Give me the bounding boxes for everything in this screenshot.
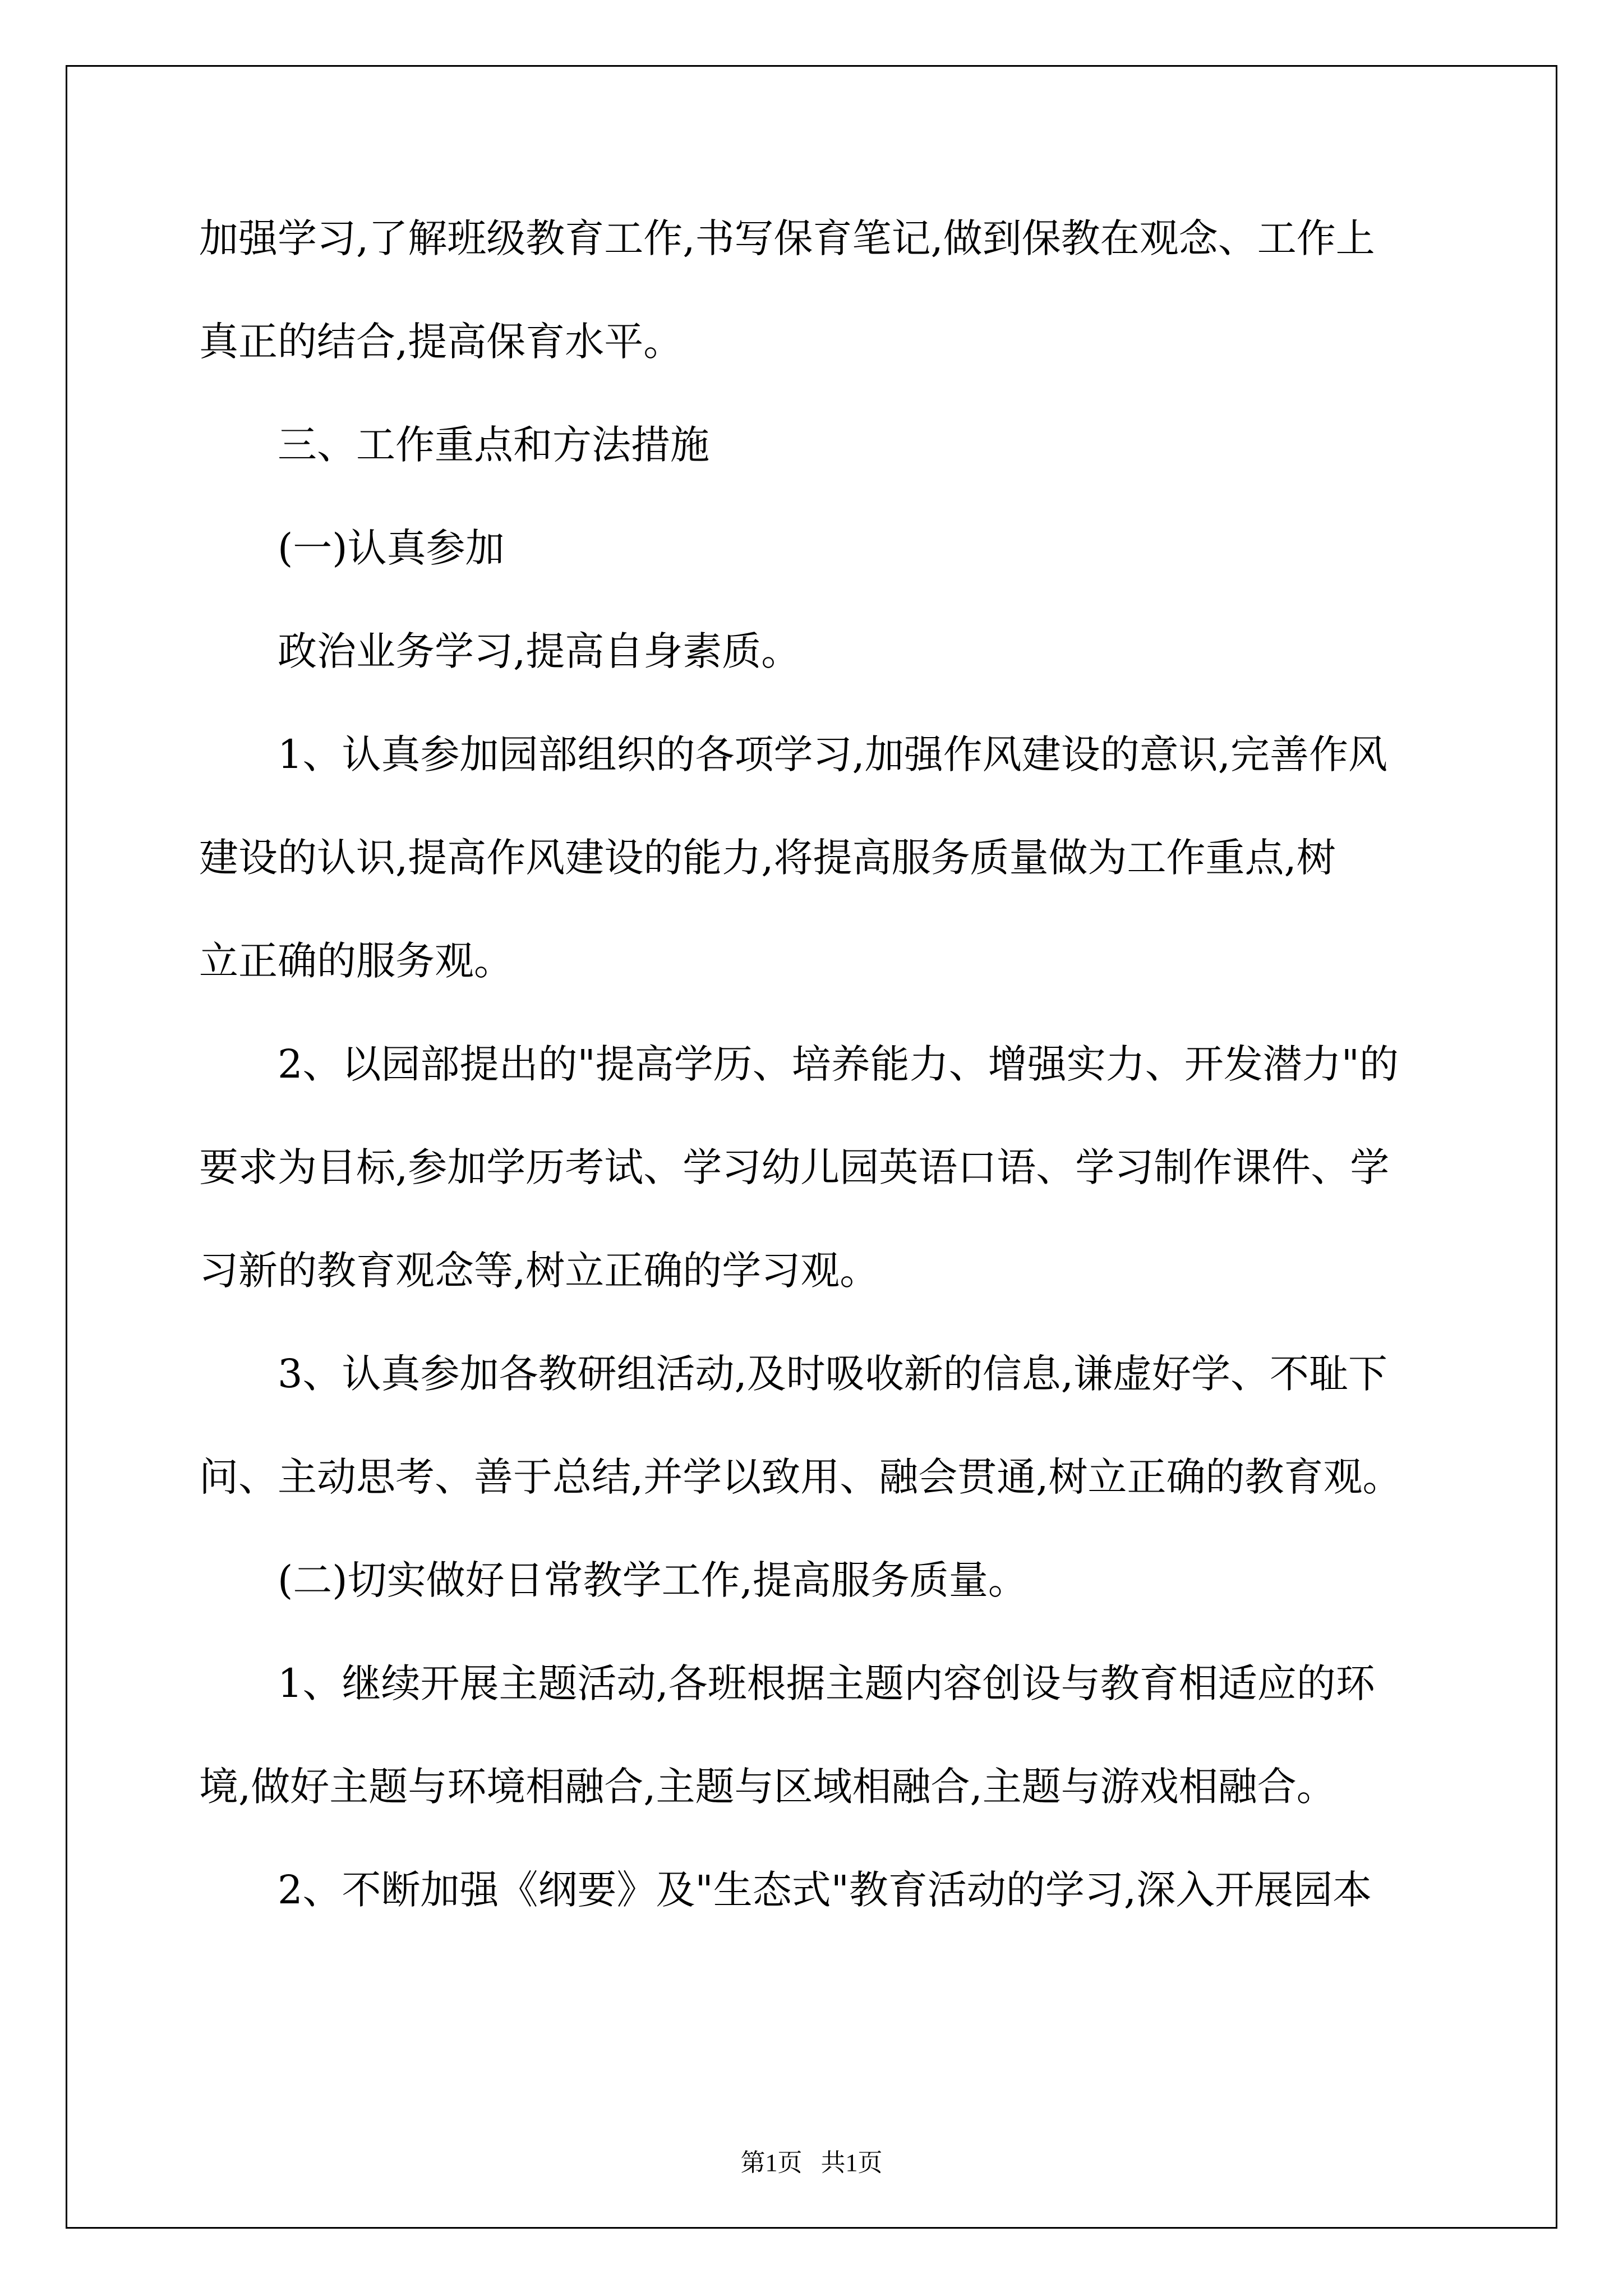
text-line: 2、不断加强《纲要》及"生态式"教育活动的学习,深入开展园本 xyxy=(278,1867,1372,1913)
text-line: 政治业务学习,提高自身素质。 xyxy=(278,628,801,674)
text-line: 1、认真参加园部组织的各项学习,加强作风建设的意识,完善作风 xyxy=(278,731,1388,777)
text-line: 立正确的服务观。 xyxy=(199,938,513,984)
text-line: 境,做好主题与环境相融合,主题与区域相融合,主题与游戏相融合。 xyxy=(199,1764,1336,1810)
text-line: 要求为目标,参加学历考试、学习幼儿园英语口语、学习制作课件、学 xyxy=(199,1144,1390,1190)
text-line: 习新的教育观念等,树立正确的学习观。 xyxy=(199,1248,879,1294)
text-line: 建设的认识,提高作风建设的能力,将提高服务质量做为工作重点,树 xyxy=(199,835,1336,881)
text-line: 真正的结合,提高保育水平。 xyxy=(199,319,683,365)
page-number: 第1页 xyxy=(740,2149,803,2177)
text-line: 加强学习,了解班级教育工作,书写保育笔记,做到保教在观念、工作上 xyxy=(199,215,1375,261)
text-line: 三、工作重点和方法措施 xyxy=(278,422,709,468)
text-line: 问、主动思考、善于总结,并学以致用、融会贯通,树立正确的教育观。 xyxy=(199,1454,1402,1500)
page-footer xyxy=(0,2151,1623,2175)
text-line: 3、认真参加各教研组活动,及时吸收新的信息,谦虚好学、不耻下 xyxy=(278,1351,1388,1397)
page-total: 共1页 xyxy=(820,2149,883,2177)
text-line: (一)认真参加 xyxy=(278,525,505,571)
text-line: 1、继续开展主题活动,各班根据主题内容创设与教育相适应的环 xyxy=(278,1660,1375,1706)
text-line: (二)切实做好日常教学工作,提高服务质量。 xyxy=(278,1557,1027,1603)
text-line: 2、以园部提出的"提高学历、培养能力、增强实力、开发潜力"的 xyxy=(278,1041,1399,1087)
